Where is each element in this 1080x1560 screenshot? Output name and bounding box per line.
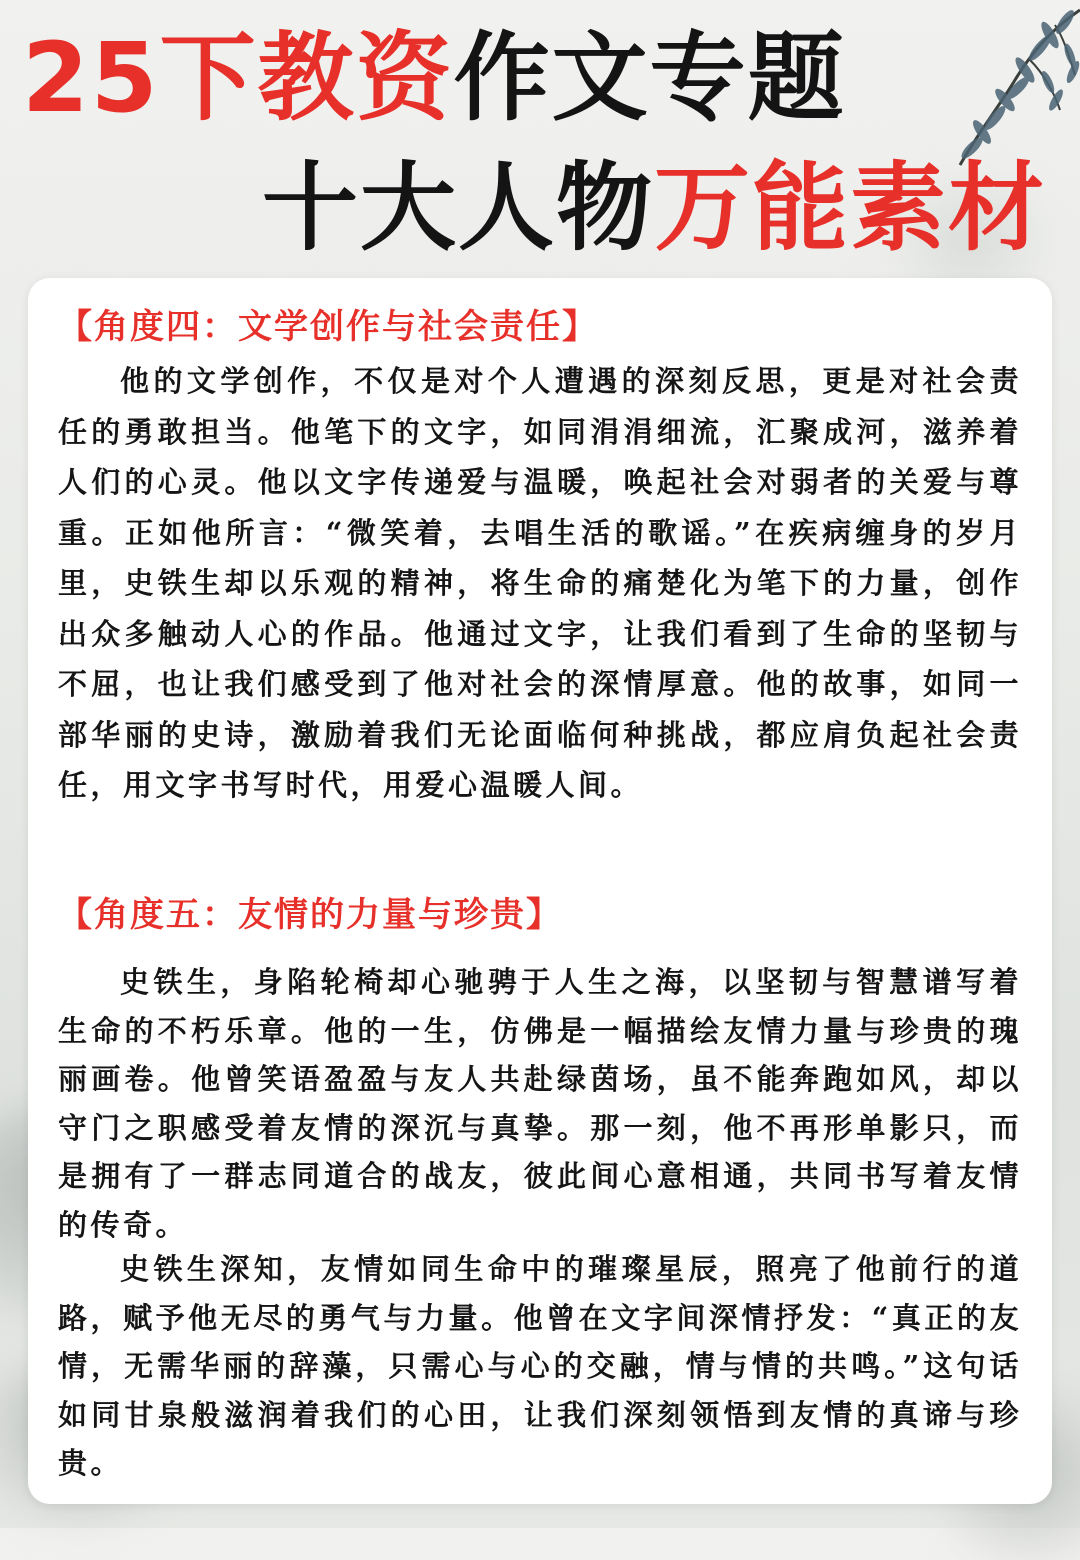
title-highlight: 万能素材 [654, 152, 1046, 264]
title-text: 作文专题 [453, 22, 846, 134]
section-heading: 【角度五：友情的力量与珍贵】 [58, 895, 562, 935]
title-highlight: 25下教资 [22, 22, 454, 134]
paragraph: 史铁生，身陷轮椅却心驰骋于人生之海，以坚韧与智慧谱写着生命的不朽乐章。他的一生，仿佛是一幅描绘友情力量与珍贵的瑰丽画卷。他曾笑语盈盈与友人共赴绿茵场，虽不能奔跑如风，却以守门之职感受着友情的深沉与真挚。那一刻，他不再形单影只，而是拥有了一群志同道合的战友，彼此间心意相通，共同书写着友情的传奇。 [58, 965, 1022, 1242]
page-title-line-2 [262, 152, 1046, 264]
paragraph: 他的文学创作，不仅是对个人遭遇的深刻反思，更是对社会责任的勇敢担当。他笔下的文字，如同涓涓细流，汇聚成河，滋养着人们的心灵。他以文字传递爱与温暖，唤起社会对弱者的关爱与尊重。正如他所言：“微笑着，去唱生活的歌谣。”在疾病缠身的岁月里，史铁生却以乐观的精神，将生命的痛楚化为笔下的力量，创作出众多触动人心的作品。他通过文字，让我们看到了生命的坚韧与不屈，也让我们感受到了他对社会的深情厚意。他的故事，如同一部华丽的史诗，激励着我们无论面临何种挑战，都应肩负起社会责任，用文字书写时代，用爱心温暖人间。 [58, 364, 1022, 802]
content-card [28, 278, 1052, 1504]
section-heading: 【角度四：文学创作与社会责任】 [58, 307, 598, 347]
title-text: 十大人物 [262, 152, 654, 264]
page-title-line-1 [22, 22, 846, 134]
paragraph: 史铁生深知，友情如同生命中的璀璨星辰，照亮了他前行的道路，赋予他无尽的勇气与力量。他曾在文字间深情抒发：“真正的友情，无需华丽的辞藻，只需心与心的交融，情与情的共鸣。”这句话如同甘泉般滋润着我们的心田，让我们深刻领悟到友情的真谛与珍贵。 [58, 1252, 1022, 1480]
